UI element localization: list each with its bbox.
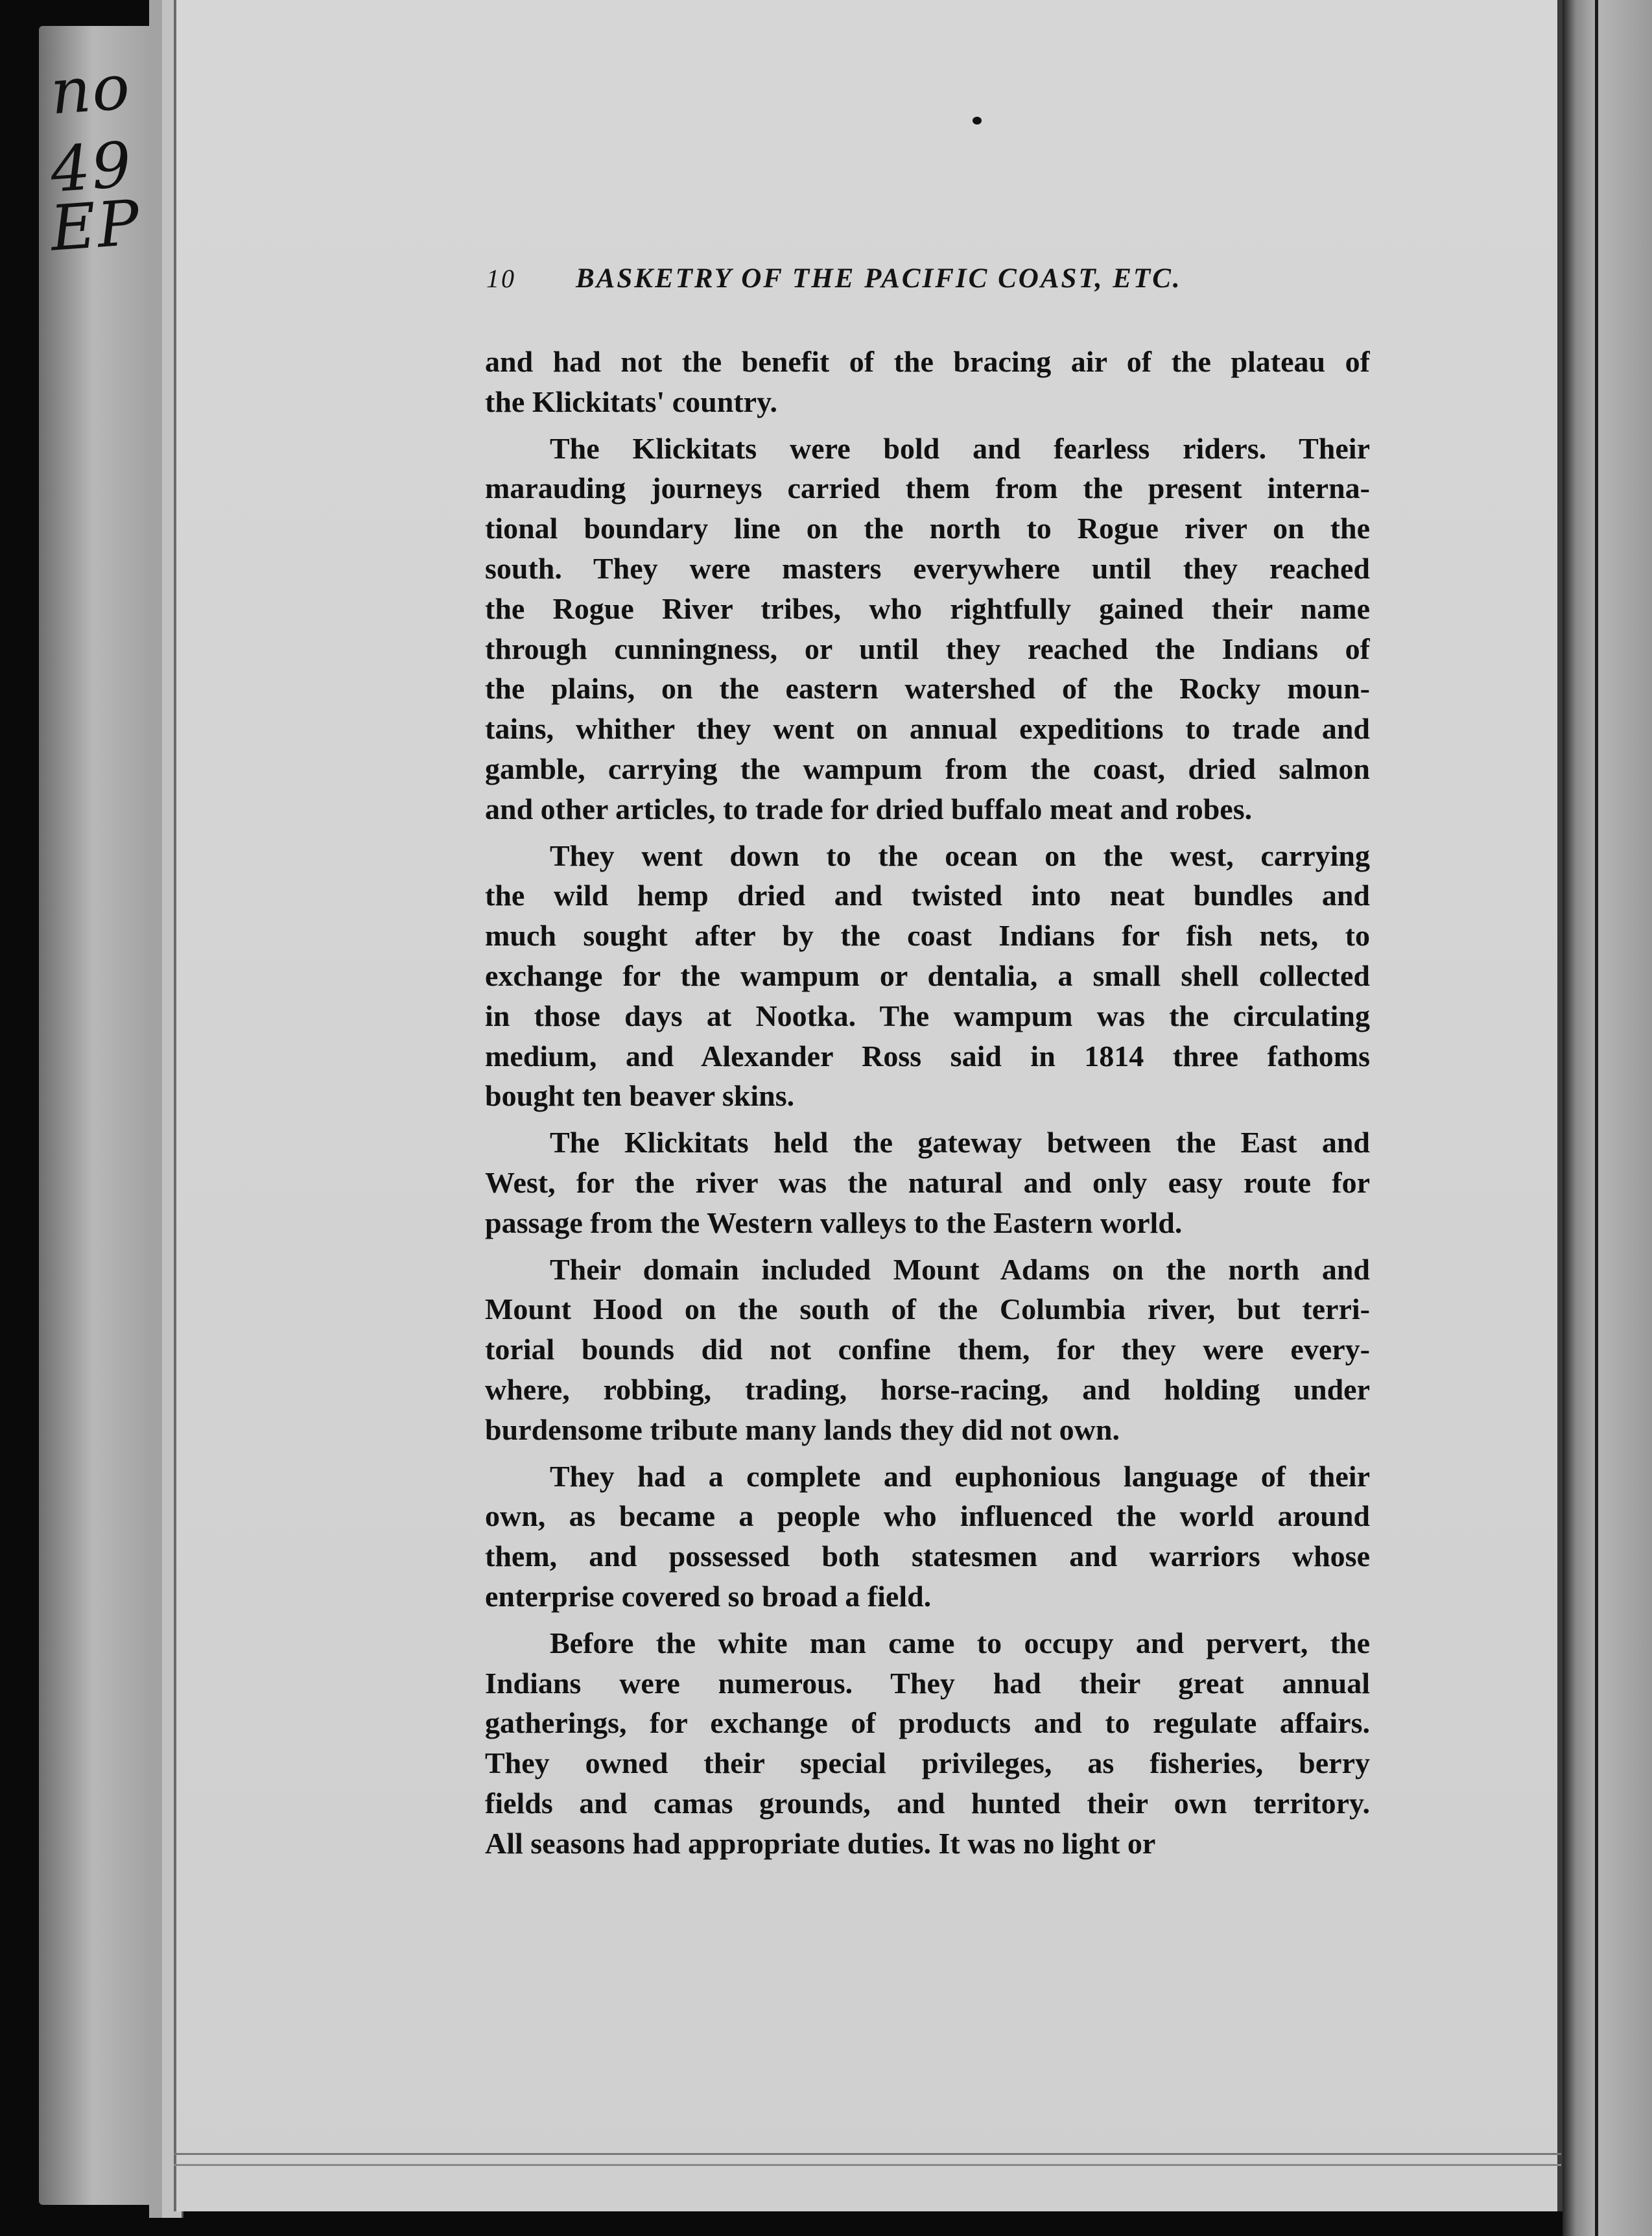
- text-line: tional boundary line on the north to Rogue river on the: [485, 512, 1370, 545]
- text-line: Before the white man came to occupy and pervert, the: [550, 1626, 1370, 1659]
- binding-edge: [1563, 0, 1652, 2236]
- paragraph-gap: [485, 1243, 1370, 1250]
- text-line: the Klickitats' country.: [485, 385, 778, 418]
- paragraph: [485, 342, 1370, 422]
- paragraph: [485, 836, 1370, 1117]
- text-line: the wild hemp dried and twisted into neat bundles and: [485, 879, 1370, 912]
- handwritten-margin-note: 49: [48, 128, 135, 207]
- text-line: West, for the river was the natural and only easy route for: [485, 1165, 1370, 1199]
- paragraph: [485, 1123, 1370, 1243]
- paragraph-gap: [485, 1617, 1370, 1623]
- page-bottom-edge: [174, 2153, 1561, 2166]
- text-line: and other articles, to trade for dried buffalo meat and robes.: [485, 792, 1253, 826]
- text-line: passage from the Western valleys to the Eastern world.: [485, 1206, 1183, 1239]
- paragraph: [485, 1457, 1370, 1617]
- text-line: in those days at Nootka. The wampum was the circulating: [485, 999, 1370, 1032]
- running-head: [486, 263, 1284, 294]
- text-line: through cunningness, or until they reached the Indians of: [485, 632, 1370, 665]
- text-line: gatherings, for exchange of products and to regulate affairs.: [485, 1706, 1370, 1740]
- text-line: them, and possessed both statesmen and warriors whose: [485, 1540, 1370, 1573]
- text-line: enterprise covered so broad a field.: [485, 1579, 932, 1613]
- paragraph: [485, 429, 1370, 829]
- handwritten-margin-note: EP: [48, 186, 143, 265]
- text-line: burdensome tribute many lands they did not own.: [485, 1412, 1120, 1446]
- body-text: [485, 342, 1370, 1863]
- text-line: south. They were masters everywhere until they reached: [485, 551, 1370, 585]
- text-line: They owned their special privileges, as fisheries, berry: [485, 1746, 1370, 1780]
- running-head-title: BASKETRY OF THE PACIFIC COAST, ETC.: [576, 263, 1182, 294]
- text-line: exchange for the wampum or dentalia, a small shell collected: [485, 958, 1370, 992]
- text-line: torial bounds did not confine them, for they were every-: [485, 1333, 1370, 1366]
- text-line: All seasons had appropriate duties. It was no light or: [485, 1826, 1156, 1860]
- text-line: Indians were numerous. They had their great annual: [485, 1666, 1370, 1700]
- text-line: Their domain included Mount Adams on the north and: [550, 1252, 1370, 1286]
- paragraph-gap: [485, 1116, 1370, 1123]
- text-line: bought ten beaver skins.: [485, 1079, 795, 1113]
- text-line: own, as became a people who influenced the world around: [485, 1499, 1370, 1533]
- text-line: The Klickitats held the gateway between the East and: [550, 1126, 1370, 1160]
- text-line: fields and camas grounds, and hunted their own territory.: [485, 1786, 1370, 1820]
- text-line: and had not the benefit of the bracing air of the plateau of: [485, 345, 1370, 378]
- text-line: The Klickitats were bold and fearless riders. Their: [550, 431, 1370, 465]
- ink-speck: [973, 117, 982, 125]
- text-line: where, robbing, trading, horse-racing, and holding under: [485, 1372, 1370, 1406]
- paragraph-gap: [485, 829, 1370, 836]
- text-line: Mount Hood on the south of the Columbia river, but terri-: [485, 1292, 1370, 1326]
- text-line: medium, and Alexander Ross said in 1814 three fathoms: [485, 1039, 1370, 1073]
- text-line: the plains, on the eastern watershed of the Rocky moun-: [485, 672, 1370, 706]
- binding-line: [1595, 0, 1598, 2236]
- text-line: gamble, carrying the wampum from the coast, dried salmon: [485, 752, 1370, 785]
- paragraph-gap: [485, 422, 1370, 429]
- page-number: 10: [486, 264, 516, 293]
- text-line: They went down to the ocean on the west, carrying: [550, 838, 1370, 872]
- text-line: tains, whither they went on annual expeditions to trade and: [485, 712, 1370, 746]
- handwritten-margin-note: no: [48, 50, 134, 129]
- text-line: the Rogue River tribes, who rightfully gained their name: [485, 591, 1370, 625]
- paragraph: [485, 1623, 1370, 1864]
- text-line: much sought after by the coast Indians for fish nets, to: [485, 919, 1370, 953]
- text-line: They had a complete and euphonious language of their: [550, 1459, 1370, 1493]
- paragraph: [485, 1250, 1370, 1450]
- paragraph-gap: [485, 1450, 1370, 1457]
- text-line: marauding journeys carried them from the present interna-: [485, 471, 1370, 505]
